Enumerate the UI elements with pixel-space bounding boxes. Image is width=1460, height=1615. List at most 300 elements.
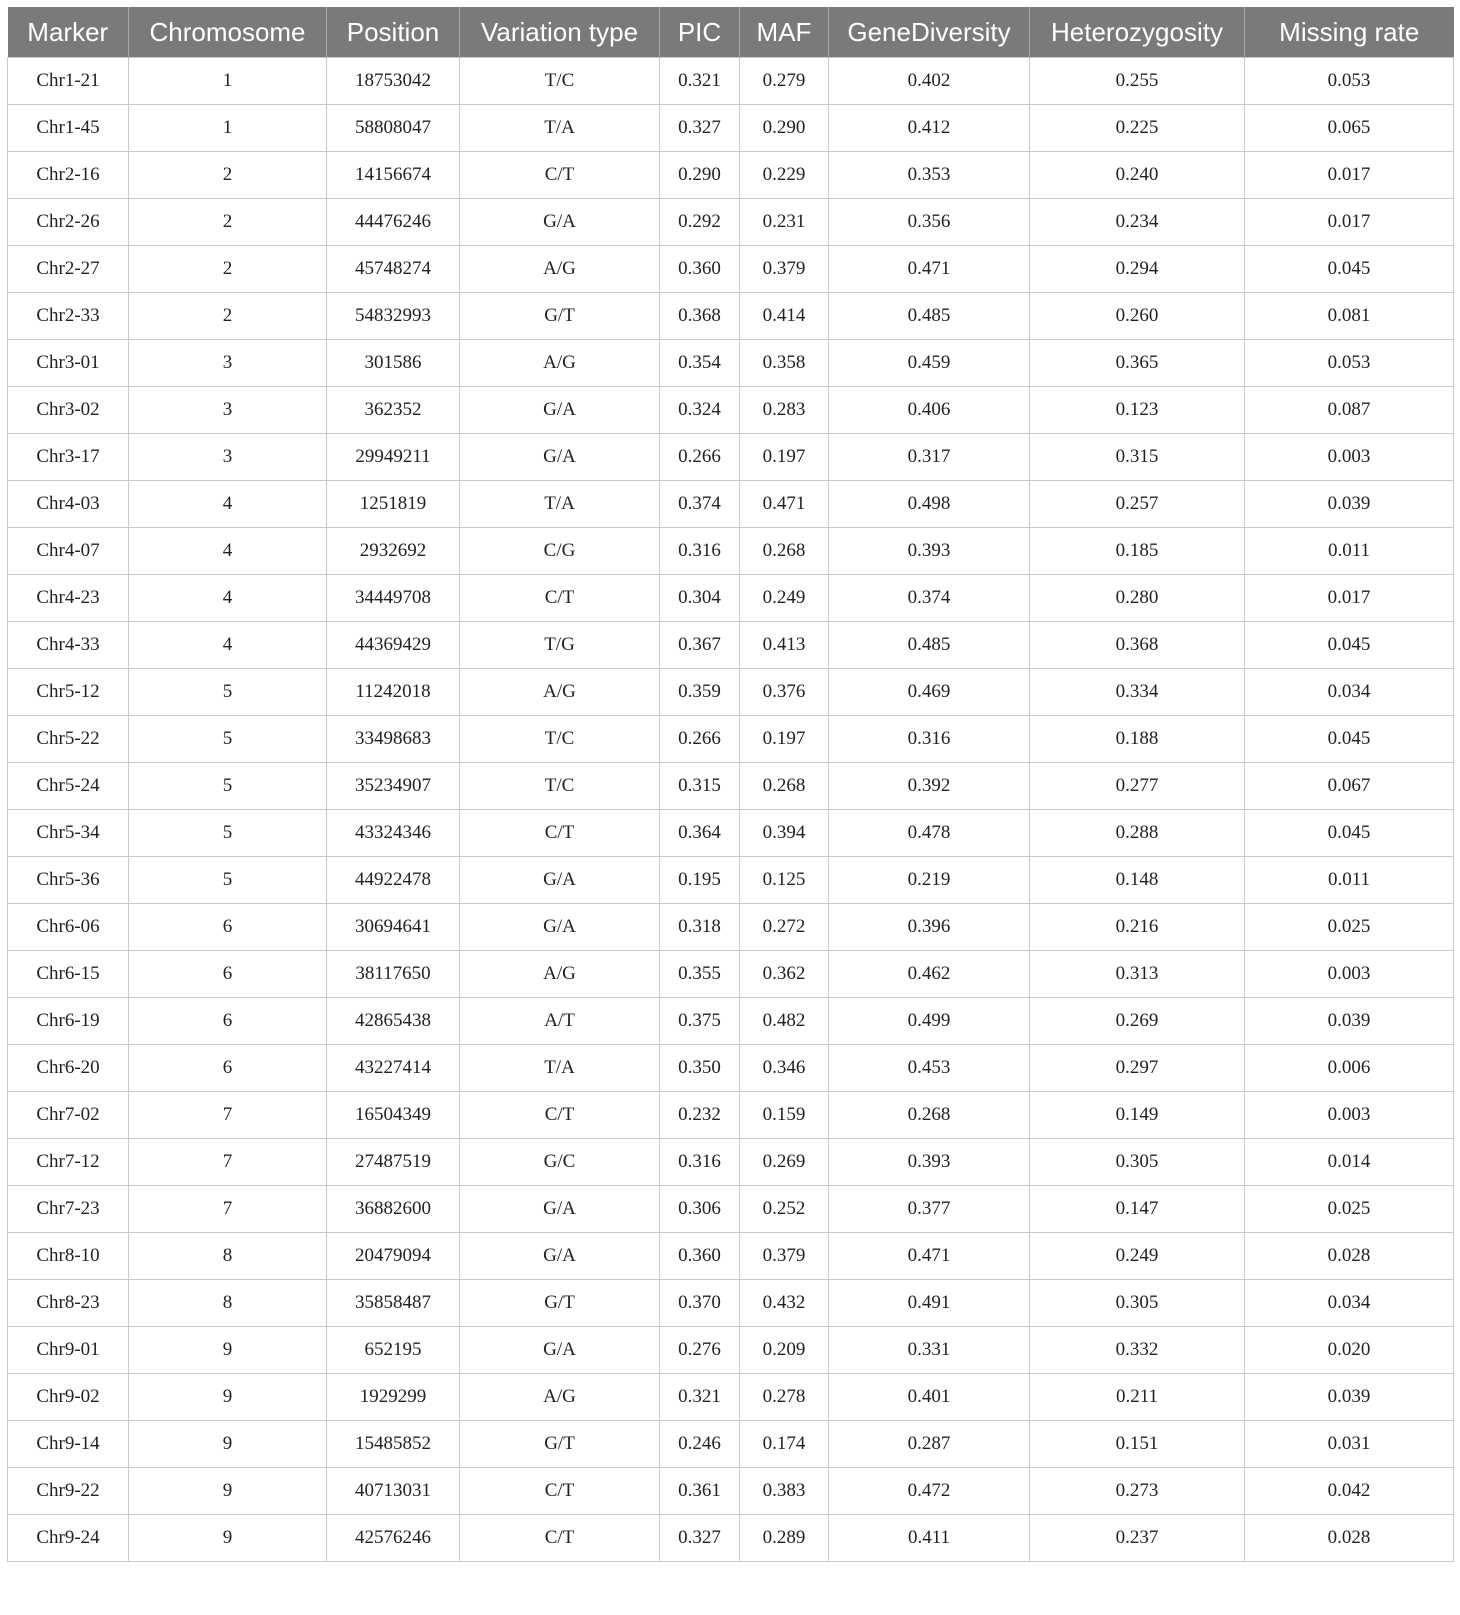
cell-maf: 0.125 bbox=[740, 857, 829, 904]
cell-marker: Chr4-23 bbox=[8, 575, 129, 622]
cell-chromosome: 2 bbox=[129, 246, 327, 293]
cell-chromosome: 5 bbox=[129, 810, 327, 857]
cell-variation-type: T/A bbox=[460, 481, 660, 528]
cell-position: 20479094 bbox=[327, 1233, 460, 1280]
cell-maf: 0.268 bbox=[740, 763, 829, 810]
column-header-marker: Marker bbox=[8, 7, 129, 58]
table-row bbox=[8, 340, 1454, 387]
table-row bbox=[8, 1092, 1454, 1139]
cell-missing-rate: 0.025 bbox=[1245, 904, 1454, 951]
cell-position: 38117650 bbox=[327, 951, 460, 998]
cell-chromosome: 4 bbox=[129, 622, 327, 669]
cell-marker: Chr9-24 bbox=[8, 1515, 129, 1562]
cell-marker: Chr6-15 bbox=[8, 951, 129, 998]
cell-marker: Chr3-02 bbox=[8, 387, 129, 434]
cell-gene-diversity: 0.356 bbox=[829, 199, 1030, 246]
cell-heterozygosity: 0.277 bbox=[1030, 763, 1245, 810]
cell-chromosome: 2 bbox=[129, 293, 327, 340]
cell-gene-diversity: 0.331 bbox=[829, 1327, 1030, 1374]
table-row bbox=[8, 152, 1454, 199]
cell-chromosome: 9 bbox=[129, 1515, 327, 1562]
cell-pic: 0.354 bbox=[660, 340, 740, 387]
marker-table bbox=[7, 7, 1454, 1562]
cell-marker: Chr2-16 bbox=[8, 152, 129, 199]
cell-maf: 0.383 bbox=[740, 1468, 829, 1515]
cell-variation-type: A/G bbox=[460, 340, 660, 387]
cell-pic: 0.361 bbox=[660, 1468, 740, 1515]
table-row bbox=[8, 481, 1454, 528]
cell-chromosome: 4 bbox=[129, 528, 327, 575]
cell-chromosome: 5 bbox=[129, 716, 327, 763]
table-row bbox=[8, 1421, 1454, 1468]
cell-missing-rate: 0.003 bbox=[1245, 434, 1454, 481]
cell-heterozygosity: 0.273 bbox=[1030, 1468, 1245, 1515]
cell-gene-diversity: 0.374 bbox=[829, 575, 1030, 622]
cell-maf: 0.362 bbox=[740, 951, 829, 998]
cell-marker: Chr4-07 bbox=[8, 528, 129, 575]
cell-marker: Chr5-34 bbox=[8, 810, 129, 857]
cell-position: 35858487 bbox=[327, 1280, 460, 1327]
cell-variation-type: G/C bbox=[460, 1139, 660, 1186]
cell-position: 58808047 bbox=[327, 105, 460, 152]
cell-marker: Chr6-06 bbox=[8, 904, 129, 951]
cell-gene-diversity: 0.317 bbox=[829, 434, 1030, 481]
cell-maf: 0.358 bbox=[740, 340, 829, 387]
table-row bbox=[8, 199, 1454, 246]
cell-marker: Chr9-02 bbox=[8, 1374, 129, 1421]
cell-position: 44369429 bbox=[327, 622, 460, 669]
cell-gene-diversity: 0.353 bbox=[829, 152, 1030, 199]
cell-chromosome: 8 bbox=[129, 1233, 327, 1280]
cell-chromosome: 2 bbox=[129, 152, 327, 199]
cell-chromosome: 6 bbox=[129, 1045, 327, 1092]
cell-chromosome: 6 bbox=[129, 904, 327, 951]
cell-marker: Chr4-03 bbox=[8, 481, 129, 528]
column-header-gene-diversity: GeneDiversity bbox=[829, 7, 1030, 58]
cell-missing-rate: 0.028 bbox=[1245, 1233, 1454, 1280]
cell-missing-rate: 0.003 bbox=[1245, 951, 1454, 998]
cell-chromosome: 3 bbox=[129, 434, 327, 481]
cell-pic: 0.232 bbox=[660, 1092, 740, 1139]
cell-maf: 0.379 bbox=[740, 1233, 829, 1280]
cell-marker: Chr5-24 bbox=[8, 763, 129, 810]
cell-variation-type: T/C bbox=[460, 58, 660, 105]
cell-variation-type: T/C bbox=[460, 763, 660, 810]
cell-marker: Chr7-23 bbox=[8, 1186, 129, 1233]
cell-heterozygosity: 0.305 bbox=[1030, 1139, 1245, 1186]
cell-position: 40713031 bbox=[327, 1468, 460, 1515]
table-row bbox=[8, 575, 1454, 622]
cell-pic: 0.350 bbox=[660, 1045, 740, 1092]
cell-pic: 0.360 bbox=[660, 1233, 740, 1280]
column-header-heterozygosity: Heterozygosity bbox=[1030, 7, 1245, 58]
cell-position: 36882600 bbox=[327, 1186, 460, 1233]
cell-chromosome: 2 bbox=[129, 199, 327, 246]
cell-variation-type: T/C bbox=[460, 716, 660, 763]
cell-missing-rate: 0.011 bbox=[1245, 857, 1454, 904]
table-row bbox=[8, 387, 1454, 434]
cell-marker: Chr5-36 bbox=[8, 857, 129, 904]
cell-heterozygosity: 0.216 bbox=[1030, 904, 1245, 951]
cell-missing-rate: 0.003 bbox=[1245, 1092, 1454, 1139]
cell-missing-rate: 0.042 bbox=[1245, 1468, 1454, 1515]
table-row bbox=[8, 1374, 1454, 1421]
cell-pic: 0.360 bbox=[660, 246, 740, 293]
column-header-pic: PIC bbox=[660, 7, 740, 58]
cell-chromosome: 3 bbox=[129, 387, 327, 434]
cell-maf: 0.482 bbox=[740, 998, 829, 1045]
table-row bbox=[8, 1139, 1454, 1186]
cell-position: 30694641 bbox=[327, 904, 460, 951]
cell-gene-diversity: 0.268 bbox=[829, 1092, 1030, 1139]
cell-heterozygosity: 0.288 bbox=[1030, 810, 1245, 857]
table-row bbox=[8, 528, 1454, 575]
cell-marker: Chr1-21 bbox=[8, 58, 129, 105]
marker-table-container bbox=[7, 7, 1453, 1562]
cell-heterozygosity: 0.315 bbox=[1030, 434, 1245, 481]
cell-missing-rate: 0.014 bbox=[1245, 1139, 1454, 1186]
cell-pic: 0.355 bbox=[660, 951, 740, 998]
cell-pic: 0.246 bbox=[660, 1421, 740, 1468]
cell-variation-type: G/T bbox=[460, 1421, 660, 1468]
table-row bbox=[8, 246, 1454, 293]
cell-variation-type: T/A bbox=[460, 105, 660, 152]
cell-chromosome: 9 bbox=[129, 1468, 327, 1515]
cell-chromosome: 5 bbox=[129, 763, 327, 810]
cell-marker: Chr4-33 bbox=[8, 622, 129, 669]
cell-gene-diversity: 0.471 bbox=[829, 1233, 1030, 1280]
cell-gene-diversity: 0.393 bbox=[829, 1139, 1030, 1186]
cell-marker: Chr9-14 bbox=[8, 1421, 129, 1468]
cell-maf: 0.471 bbox=[740, 481, 829, 528]
cell-variation-type: G/T bbox=[460, 1280, 660, 1327]
cell-variation-type: G/A bbox=[460, 199, 660, 246]
cell-missing-rate: 0.031 bbox=[1245, 1421, 1454, 1468]
cell-heterozygosity: 0.313 bbox=[1030, 951, 1245, 998]
cell-marker: Chr9-22 bbox=[8, 1468, 129, 1515]
cell-pic: 0.364 bbox=[660, 810, 740, 857]
cell-marker: Chr2-27 bbox=[8, 246, 129, 293]
table-row bbox=[8, 904, 1454, 951]
cell-chromosome: 7 bbox=[129, 1092, 327, 1139]
cell-pic: 0.327 bbox=[660, 105, 740, 152]
cell-gene-diversity: 0.219 bbox=[829, 857, 1030, 904]
cell-position: 45748274 bbox=[327, 246, 460, 293]
cell-pic: 0.367 bbox=[660, 622, 740, 669]
cell-position: 44922478 bbox=[327, 857, 460, 904]
cell-missing-rate: 0.025 bbox=[1245, 1186, 1454, 1233]
table-row bbox=[8, 1045, 1454, 1092]
cell-gene-diversity: 0.499 bbox=[829, 998, 1030, 1045]
cell-heterozygosity: 0.151 bbox=[1030, 1421, 1245, 1468]
table-row bbox=[8, 293, 1454, 340]
cell-gene-diversity: 0.459 bbox=[829, 340, 1030, 387]
cell-missing-rate: 0.039 bbox=[1245, 998, 1454, 1045]
cell-variation-type: T/G bbox=[460, 622, 660, 669]
cell-variation-type: G/A bbox=[460, 1327, 660, 1374]
cell-gene-diversity: 0.453 bbox=[829, 1045, 1030, 1092]
cell-position: 16504349 bbox=[327, 1092, 460, 1139]
table-row bbox=[8, 622, 1454, 669]
cell-maf: 0.394 bbox=[740, 810, 829, 857]
cell-maf: 0.249 bbox=[740, 575, 829, 622]
cell-chromosome: 4 bbox=[129, 575, 327, 622]
cell-maf: 0.252 bbox=[740, 1186, 829, 1233]
cell-chromosome: 6 bbox=[129, 998, 327, 1045]
cell-position: 2932692 bbox=[327, 528, 460, 575]
cell-maf: 0.279 bbox=[740, 58, 829, 105]
cell-maf: 0.413 bbox=[740, 622, 829, 669]
cell-gene-diversity: 0.393 bbox=[829, 528, 1030, 575]
table-row bbox=[8, 434, 1454, 481]
cell-pic: 0.304 bbox=[660, 575, 740, 622]
table-row bbox=[8, 951, 1454, 998]
cell-heterozygosity: 0.149 bbox=[1030, 1092, 1245, 1139]
cell-gene-diversity: 0.392 bbox=[829, 763, 1030, 810]
cell-missing-rate: 0.045 bbox=[1245, 810, 1454, 857]
cell-variation-type: C/T bbox=[460, 152, 660, 199]
cell-heterozygosity: 0.255 bbox=[1030, 58, 1245, 105]
cell-variation-type: C/T bbox=[460, 575, 660, 622]
cell-missing-rate: 0.017 bbox=[1245, 575, 1454, 622]
cell-heterozygosity: 0.237 bbox=[1030, 1515, 1245, 1562]
cell-heterozygosity: 0.188 bbox=[1030, 716, 1245, 763]
cell-heterozygosity: 0.368 bbox=[1030, 622, 1245, 669]
cell-marker: Chr6-19 bbox=[8, 998, 129, 1045]
cell-position: 33498683 bbox=[327, 716, 460, 763]
cell-pic: 0.359 bbox=[660, 669, 740, 716]
cell-maf: 0.209 bbox=[740, 1327, 829, 1374]
cell-variation-type: A/G bbox=[460, 246, 660, 293]
cell-maf: 0.174 bbox=[740, 1421, 829, 1468]
table-row bbox=[8, 669, 1454, 716]
cell-missing-rate: 0.034 bbox=[1245, 1280, 1454, 1327]
cell-marker: Chr9-01 bbox=[8, 1327, 129, 1374]
cell-variation-type: G/T bbox=[460, 293, 660, 340]
cell-pic: 0.290 bbox=[660, 152, 740, 199]
cell-variation-type: G/A bbox=[460, 857, 660, 904]
cell-gene-diversity: 0.491 bbox=[829, 1280, 1030, 1327]
table-row bbox=[8, 716, 1454, 763]
cell-maf: 0.272 bbox=[740, 904, 829, 951]
cell-maf: 0.159 bbox=[740, 1092, 829, 1139]
cell-chromosome: 8 bbox=[129, 1280, 327, 1327]
cell-missing-rate: 0.045 bbox=[1245, 622, 1454, 669]
column-header-chromosome: Chromosome bbox=[129, 7, 327, 58]
header-row bbox=[8, 7, 1454, 58]
table-row bbox=[8, 1186, 1454, 1233]
cell-gene-diversity: 0.406 bbox=[829, 387, 1030, 434]
cell-marker: Chr8-23 bbox=[8, 1280, 129, 1327]
cell-pic: 0.315 bbox=[660, 763, 740, 810]
cell-missing-rate: 0.028 bbox=[1245, 1515, 1454, 1562]
cell-missing-rate: 0.011 bbox=[1245, 528, 1454, 575]
cell-variation-type: C/T bbox=[460, 1092, 660, 1139]
cell-missing-rate: 0.006 bbox=[1245, 1045, 1454, 1092]
cell-pic: 0.276 bbox=[660, 1327, 740, 1374]
cell-position: 54832993 bbox=[327, 293, 460, 340]
cell-marker: Chr7-02 bbox=[8, 1092, 129, 1139]
table-body bbox=[8, 58, 1454, 1562]
cell-heterozygosity: 0.249 bbox=[1030, 1233, 1245, 1280]
cell-variation-type: T/A bbox=[460, 1045, 660, 1092]
cell-position: 362352 bbox=[327, 387, 460, 434]
cell-position: 43324346 bbox=[327, 810, 460, 857]
cell-gene-diversity: 0.471 bbox=[829, 246, 1030, 293]
cell-position: 15485852 bbox=[327, 1421, 460, 1468]
cell-chromosome: 6 bbox=[129, 951, 327, 998]
cell-marker: Chr5-12 bbox=[8, 669, 129, 716]
cell-variation-type: G/A bbox=[460, 434, 660, 481]
cell-maf: 0.229 bbox=[740, 152, 829, 199]
cell-gene-diversity: 0.377 bbox=[829, 1186, 1030, 1233]
cell-variation-type: G/A bbox=[460, 904, 660, 951]
cell-heterozygosity: 0.240 bbox=[1030, 152, 1245, 199]
cell-variation-type: A/G bbox=[460, 1374, 660, 1421]
cell-position: 43227414 bbox=[327, 1045, 460, 1092]
cell-heterozygosity: 0.185 bbox=[1030, 528, 1245, 575]
cell-position: 42576246 bbox=[327, 1515, 460, 1562]
cell-chromosome: 9 bbox=[129, 1327, 327, 1374]
cell-position: 652195 bbox=[327, 1327, 460, 1374]
cell-gene-diversity: 0.412 bbox=[829, 105, 1030, 152]
cell-position: 27487519 bbox=[327, 1139, 460, 1186]
cell-gene-diversity: 0.472 bbox=[829, 1468, 1030, 1515]
cell-chromosome: 1 bbox=[129, 105, 327, 152]
table-row bbox=[8, 857, 1454, 904]
cell-missing-rate: 0.039 bbox=[1245, 1374, 1454, 1421]
cell-heterozygosity: 0.234 bbox=[1030, 199, 1245, 246]
cell-heterozygosity: 0.211 bbox=[1030, 1374, 1245, 1421]
cell-position: 18753042 bbox=[327, 58, 460, 105]
cell-pic: 0.306 bbox=[660, 1186, 740, 1233]
cell-missing-rate: 0.039 bbox=[1245, 481, 1454, 528]
cell-chromosome: 7 bbox=[129, 1186, 327, 1233]
cell-gene-diversity: 0.396 bbox=[829, 904, 1030, 951]
cell-gene-diversity: 0.485 bbox=[829, 293, 1030, 340]
cell-missing-rate: 0.067 bbox=[1245, 763, 1454, 810]
cell-position: 301586 bbox=[327, 340, 460, 387]
cell-missing-rate: 0.053 bbox=[1245, 58, 1454, 105]
cell-marker: Chr2-33 bbox=[8, 293, 129, 340]
cell-heterozygosity: 0.225 bbox=[1030, 105, 1245, 152]
cell-gene-diversity: 0.469 bbox=[829, 669, 1030, 716]
cell-maf: 0.278 bbox=[740, 1374, 829, 1421]
cell-maf: 0.376 bbox=[740, 669, 829, 716]
cell-maf: 0.290 bbox=[740, 105, 829, 152]
cell-missing-rate: 0.017 bbox=[1245, 152, 1454, 199]
cell-variation-type: C/T bbox=[460, 810, 660, 857]
cell-gene-diversity: 0.498 bbox=[829, 481, 1030, 528]
cell-chromosome: 3 bbox=[129, 340, 327, 387]
cell-pic: 0.292 bbox=[660, 199, 740, 246]
cell-chromosome: 1 bbox=[129, 58, 327, 105]
cell-chromosome: 9 bbox=[129, 1374, 327, 1421]
cell-heterozygosity: 0.305 bbox=[1030, 1280, 1245, 1327]
column-header-maf: MAF bbox=[740, 7, 829, 58]
table-row bbox=[8, 1468, 1454, 1515]
cell-position: 1929299 bbox=[327, 1374, 460, 1421]
cell-missing-rate: 0.087 bbox=[1245, 387, 1454, 434]
cell-heterozygosity: 0.269 bbox=[1030, 998, 1245, 1045]
cell-variation-type: C/T bbox=[460, 1468, 660, 1515]
cell-missing-rate: 0.017 bbox=[1245, 199, 1454, 246]
cell-marker: Chr6-20 bbox=[8, 1045, 129, 1092]
table-row bbox=[8, 1280, 1454, 1327]
cell-pic: 0.266 bbox=[660, 716, 740, 763]
cell-gene-diversity: 0.478 bbox=[829, 810, 1030, 857]
cell-marker: Chr1-45 bbox=[8, 105, 129, 152]
cell-pic: 0.321 bbox=[660, 1374, 740, 1421]
cell-heterozygosity: 0.123 bbox=[1030, 387, 1245, 434]
cell-variation-type: G/A bbox=[460, 1233, 660, 1280]
cell-chromosome: 5 bbox=[129, 857, 327, 904]
cell-heterozygosity: 0.260 bbox=[1030, 293, 1245, 340]
cell-gene-diversity: 0.401 bbox=[829, 1374, 1030, 1421]
cell-variation-type: A/G bbox=[460, 669, 660, 716]
cell-marker: Chr7-12 bbox=[8, 1139, 129, 1186]
cell-marker: Chr2-26 bbox=[8, 199, 129, 246]
cell-missing-rate: 0.065 bbox=[1245, 105, 1454, 152]
cell-position: 11242018 bbox=[327, 669, 460, 716]
column-header-missing-rate: Missing rate bbox=[1245, 7, 1454, 58]
cell-missing-rate: 0.045 bbox=[1245, 716, 1454, 763]
cell-pic: 0.195 bbox=[660, 857, 740, 904]
cell-position: 42865438 bbox=[327, 998, 460, 1045]
cell-maf: 0.432 bbox=[740, 1280, 829, 1327]
cell-maf: 0.269 bbox=[740, 1139, 829, 1186]
table-row bbox=[8, 105, 1454, 152]
cell-marker: Chr8-10 bbox=[8, 1233, 129, 1280]
cell-maf: 0.289 bbox=[740, 1515, 829, 1562]
cell-pic: 0.375 bbox=[660, 998, 740, 1045]
cell-position: 35234907 bbox=[327, 763, 460, 810]
cell-variation-type: C/G bbox=[460, 528, 660, 575]
cell-maf: 0.268 bbox=[740, 528, 829, 575]
cell-pic: 0.370 bbox=[660, 1280, 740, 1327]
cell-marker: Chr3-17 bbox=[8, 434, 129, 481]
cell-heterozygosity: 0.257 bbox=[1030, 481, 1245, 528]
cell-marker: Chr3-01 bbox=[8, 340, 129, 387]
cell-pic: 0.316 bbox=[660, 1139, 740, 1186]
cell-variation-type: G/A bbox=[460, 1186, 660, 1233]
cell-heterozygosity: 0.334 bbox=[1030, 669, 1245, 716]
cell-pic: 0.316 bbox=[660, 528, 740, 575]
cell-heterozygosity: 0.297 bbox=[1030, 1045, 1245, 1092]
cell-heterozygosity: 0.280 bbox=[1030, 575, 1245, 622]
cell-chromosome: 5 bbox=[129, 669, 327, 716]
column-header-variation-type: Variation type bbox=[460, 7, 660, 58]
cell-heterozygosity: 0.332 bbox=[1030, 1327, 1245, 1374]
cell-pic: 0.368 bbox=[660, 293, 740, 340]
table-row bbox=[8, 58, 1454, 105]
cell-maf: 0.197 bbox=[740, 434, 829, 481]
cell-position: 44476246 bbox=[327, 199, 460, 246]
cell-position: 29949211 bbox=[327, 434, 460, 481]
cell-gene-diversity: 0.316 bbox=[829, 716, 1030, 763]
cell-variation-type: A/G bbox=[460, 951, 660, 998]
cell-chromosome: 7 bbox=[129, 1139, 327, 1186]
cell-missing-rate: 0.053 bbox=[1245, 340, 1454, 387]
column-header-position: Position bbox=[327, 7, 460, 58]
cell-position: 14156674 bbox=[327, 152, 460, 199]
cell-gene-diversity: 0.462 bbox=[829, 951, 1030, 998]
cell-gene-diversity: 0.411 bbox=[829, 1515, 1030, 1562]
cell-heterozygosity: 0.365 bbox=[1030, 340, 1245, 387]
cell-missing-rate: 0.081 bbox=[1245, 293, 1454, 340]
cell-missing-rate: 0.034 bbox=[1245, 669, 1454, 716]
cell-variation-type: C/T bbox=[460, 1515, 660, 1562]
